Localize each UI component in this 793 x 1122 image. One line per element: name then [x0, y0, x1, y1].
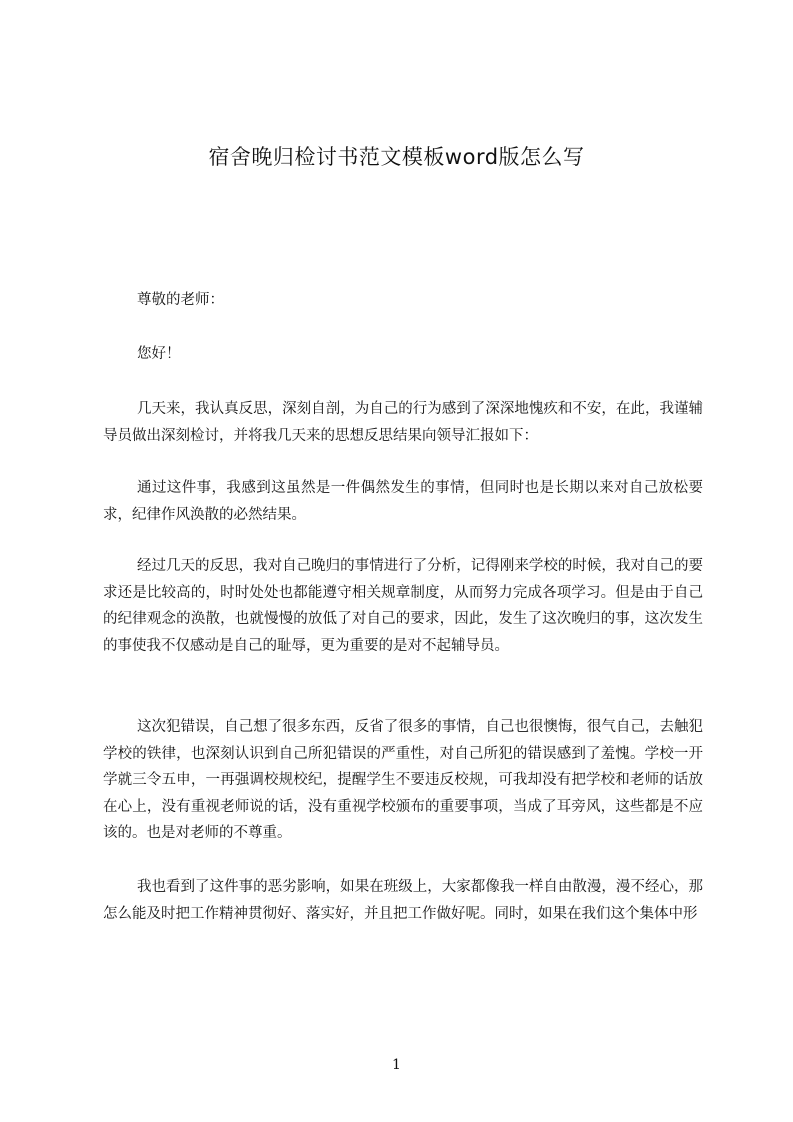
salutation: 尊敬的老师： — [137, 292, 224, 308]
paragraph-4: 这次犯错误，自己想了很多东西，反省了很多的事情，自己也很懊悔，很气自己，去触犯学校的铁律，也深刻认识到自己所犯错误的严重性，对自己所犯的错误感到了羞愧。学校一开学就三令五申，一再强调校规校纪，提醒学生不要违反校规，可我却没有把学校和老师的话放在心上，没有重视老师说的话，没有重视学校颁布的重要事项，当成了耳旁风，这些都是不应该的。也是对老师的不尊重。 — [103, 719, 703, 841]
paragraph-2: 通过这件事，我感到这虽然是一件偶然发生的事情，但同时也是长期以来对自己放松要求，纪律作风涣散的必然结果。 — [103, 480, 703, 523]
greeting: 您好！ — [137, 346, 181, 362]
page-number: 1 — [392, 1057, 401, 1073]
paragraph-3: 经过几天的反思，我对自己晚归的事情进行了分析，记得刚来学校的时候，我对自己的要求还是比较高的，时时处处也都能遵守相关规章制度，从而努力完成各项学习。但是由于自己的纪律观念的涣散，也就慢慢的放低了对自己的要求，因此，发生了这次晚归的事，这次发生的事使我不仅感动是自己的耻辱，更为重要的是对不起辅导员。 — [103, 558, 703, 654]
document-title: 宿舍晚归检讨书范文模板word版怎么写 — [208, 145, 585, 169]
paragraph-1: 几天来，我认真反思，深刻自剖，为自己的行为感到了深深地愧疚和不安，在此，我谨辅导员做出深刻检讨，并将我几天来的思想反思结果向领导汇报如下： — [103, 401, 703, 444]
paragraph-5: 我也看到了这件事的恶劣影响，如果在班级上，大家都像我一样自由散漫，漫不经心，那怎么能及时把工作精神贯彻好、落实好，并且把工作做好呢。同时，如果在我们这个集体中形 — [103, 879, 703, 922]
